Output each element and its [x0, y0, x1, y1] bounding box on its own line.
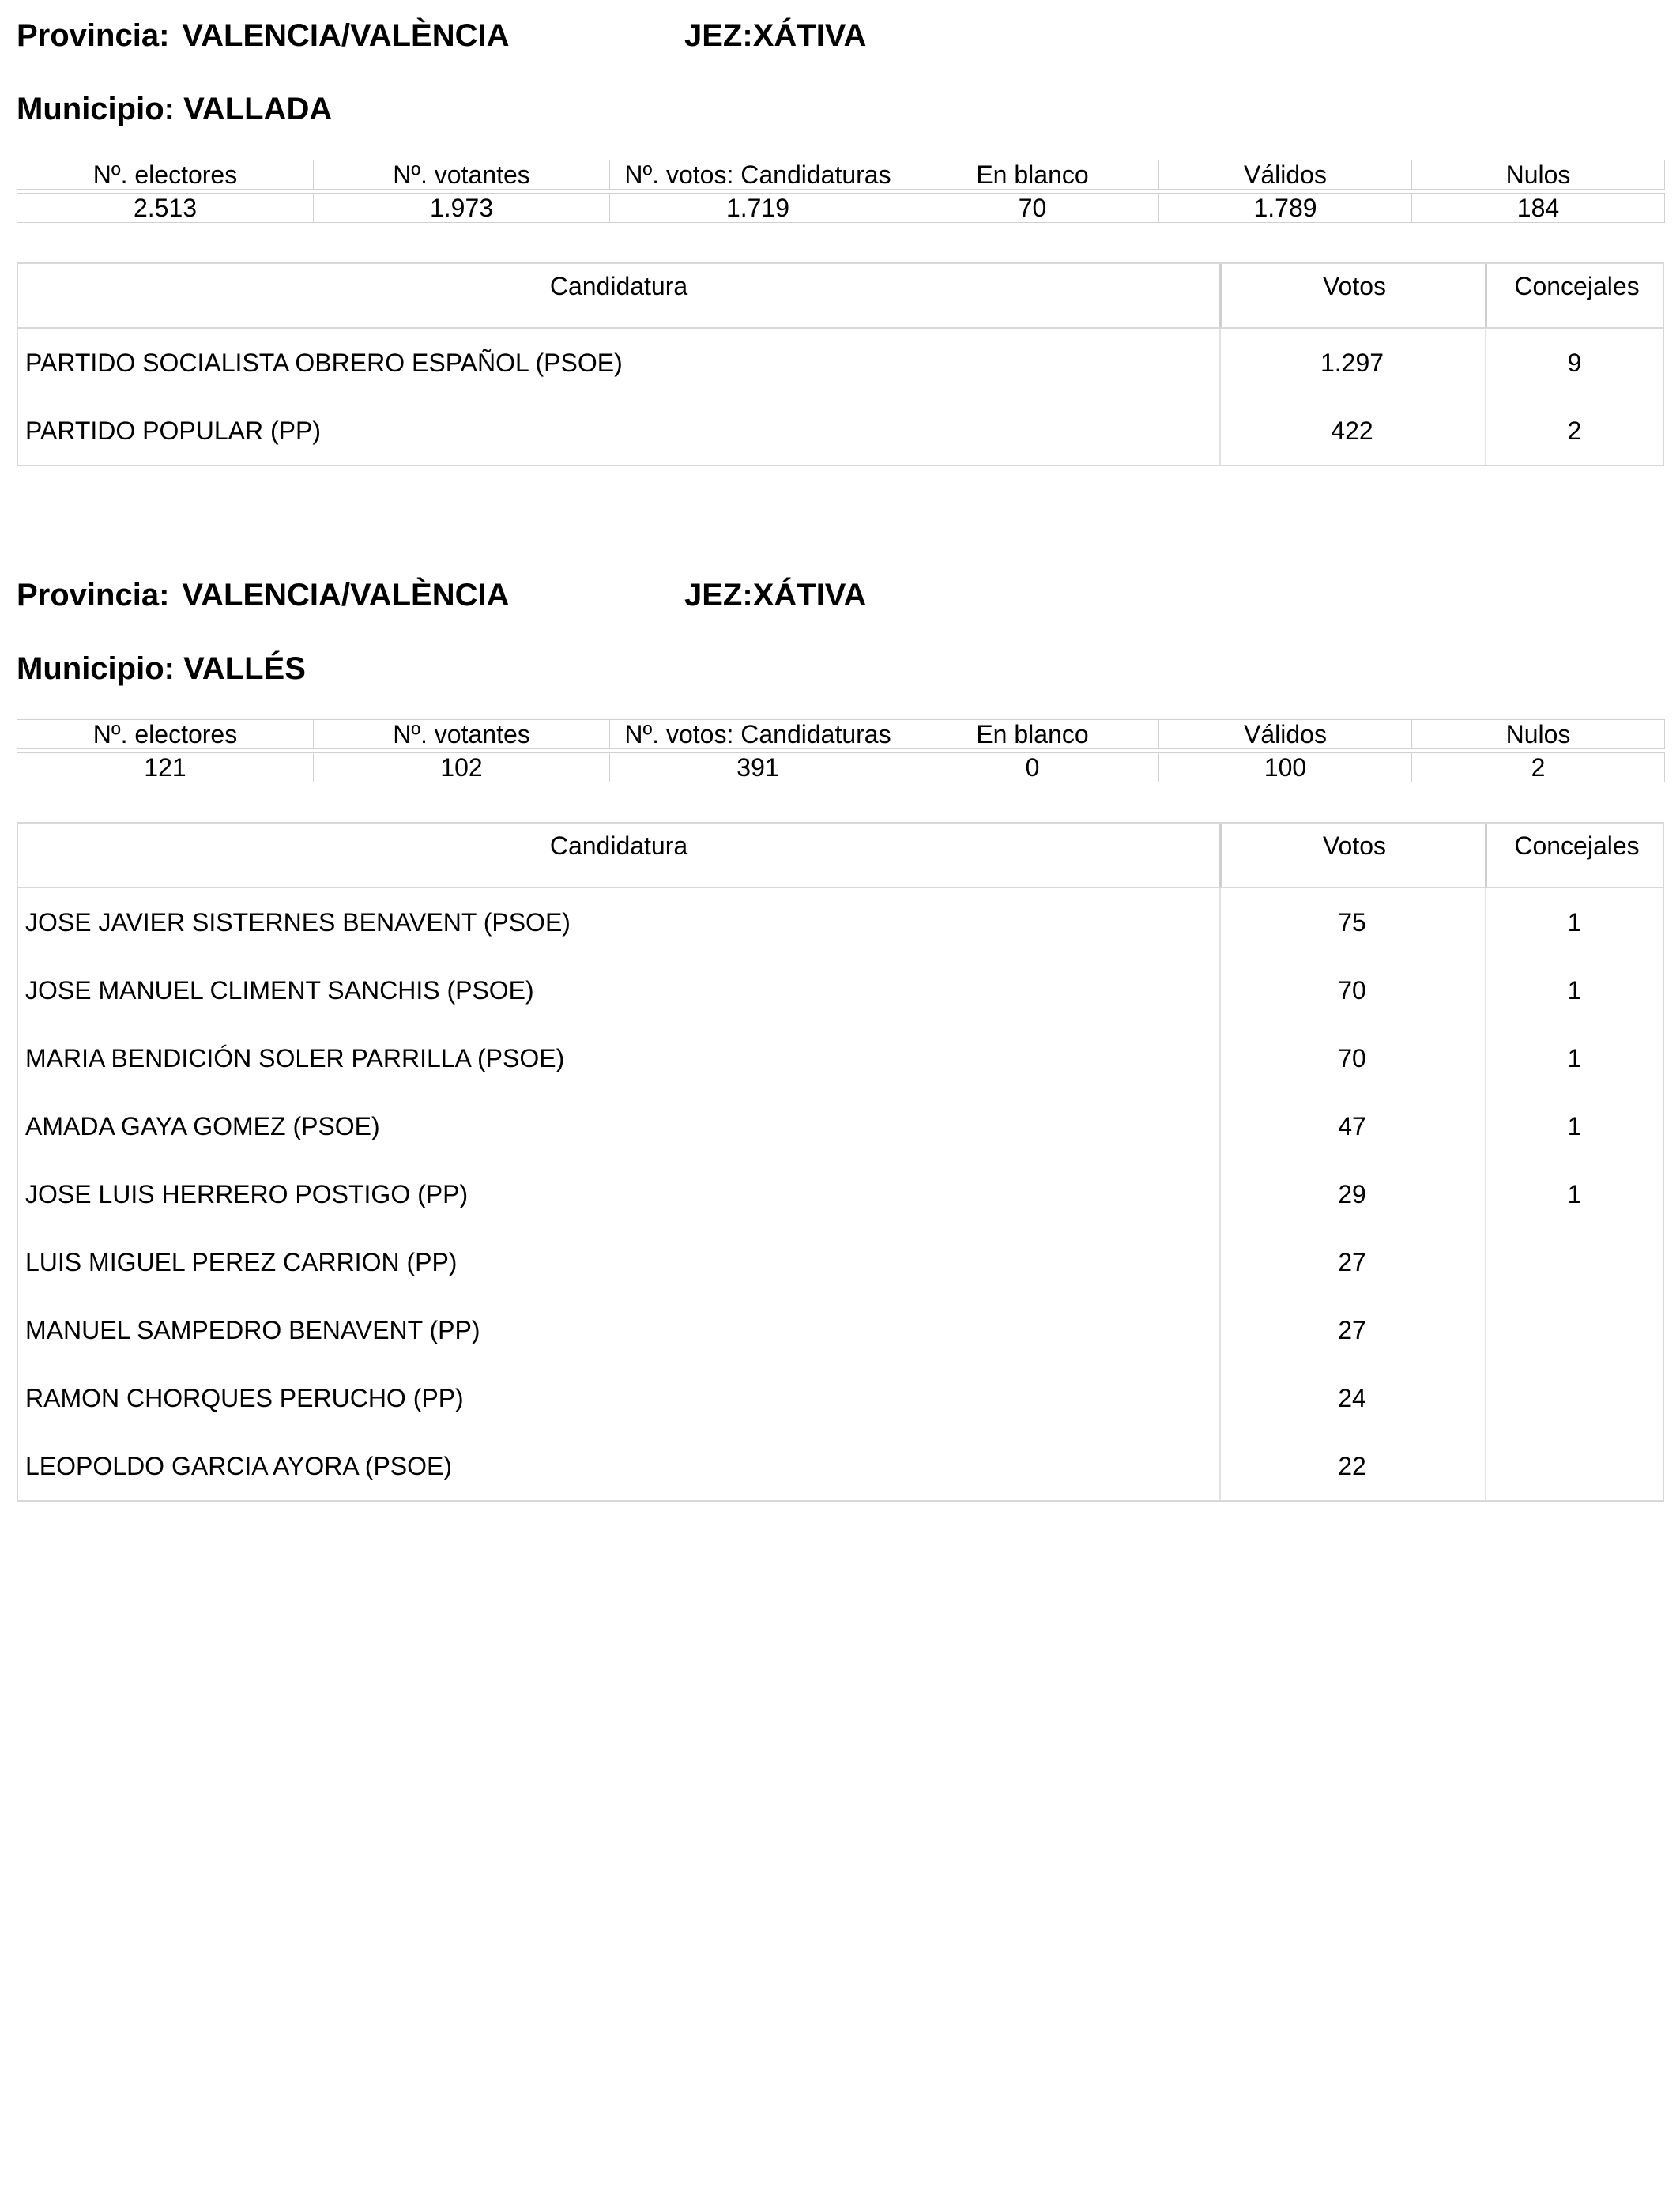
candidate-seats [1485, 1432, 1664, 1500]
value-votos-candidaturas: 391 [610, 753, 906, 782]
header-electores: Nº. electores [17, 160, 314, 190]
summary-value-row [17, 194, 1665, 223]
candidate-seats: 1 [1567, 908, 1582, 937]
provincia-value: VALENCIA/VALÈNCIA [182, 578, 510, 613]
header-en-blanco: En blanco [906, 720, 1159, 749]
candidate-name: RAMON CHORQUES PERUCHO (PP) [25, 1384, 464, 1412]
header-validos: Válidos [1159, 720, 1412, 749]
value-validos: 1.789 [1159, 194, 1412, 223]
candidate-votes: 422 [1331, 417, 1373, 445]
value-votantes: 102 [314, 753, 610, 782]
candidate-votes: 1.297 [1320, 349, 1384, 377]
summary-header-row [17, 160, 1665, 190]
municipio-heading [17, 650, 306, 688]
jez-label: JEZ: [684, 578, 753, 613]
jez-label: JEZ: [684, 18, 753, 53]
value-nulos: 2 [1412, 753, 1665, 782]
header-nulos: Nulos [1412, 160, 1665, 190]
value-electores: 121 [17, 753, 314, 782]
jez-value: XÁTIVA [752, 578, 867, 613]
provincia-label: Provincia: [17, 578, 170, 613]
candidate-row [18, 888, 1663, 956]
provincia-heading [17, 576, 510, 614]
candidate-votes: 27 [1338, 1316, 1366, 1344]
header-candidatura: Candidatura [549, 831, 688, 860]
candidate-row [18, 1228, 1663, 1296]
candidate-seats: 1 [1567, 1180, 1582, 1208]
municipio-heading [17, 90, 332, 128]
candidate-votes: 29 [1338, 1180, 1366, 1208]
header-votos-candidaturas: Nº. votos: Candidaturas [610, 160, 906, 190]
candidate-row [18, 956, 1663, 1024]
candidate-votes: 27 [1338, 1248, 1366, 1276]
candidate-seats: 1 [1567, 1044, 1582, 1072]
candidate-row [18, 1160, 1663, 1228]
municipio-value: VALLÉS [183, 651, 306, 686]
candidate-name: PARTIDO SOCIALISTA OBRERO ESPAÑOL (PSOE) [25, 349, 623, 377]
candidate-votes: 24 [1338, 1384, 1366, 1412]
header-votos: Votos [1219, 824, 1487, 887]
candidate-votes: 75 [1338, 908, 1366, 937]
candidate-name: MARIA BENDICIÓN SOLER PARRILLA (PSOE) [25, 1044, 565, 1072]
value-en-blanco: 70 [906, 194, 1159, 223]
value-electores: 2.513 [17, 194, 314, 223]
candidate-row [18, 1092, 1663, 1160]
header-nulos: Nulos [1412, 720, 1665, 749]
candidates-header [18, 824, 1663, 888]
candidate-seats [1485, 1228, 1664, 1296]
candidate-row [18, 397, 1663, 465]
provincia-value: VALENCIA/VALÈNCIA [182, 18, 510, 53]
candidate-seats: 2 [1567, 417, 1582, 445]
summary-table [17, 719, 1665, 782]
header-concejales: Concejales [1485, 264, 1667, 327]
value-validos: 100 [1159, 753, 1412, 782]
header-electores: Nº. electores [17, 720, 314, 749]
jez-value: XÁTIVA [752, 18, 867, 53]
header-votos-candidaturas: Nº. votos: Candidaturas [610, 720, 906, 749]
header-en-blanco: En blanco [906, 160, 1159, 190]
candidate-votes: 70 [1338, 1044, 1366, 1072]
value-votos-candidaturas: 1.719 [610, 194, 906, 223]
candidate-seats [1485, 1364, 1664, 1432]
municipio-label: Municipio: [17, 651, 175, 686]
candidate-name: AMADA GAYA GOMEZ (PSOE) [25, 1112, 380, 1140]
municipio-value: VALLADA [183, 92, 333, 126]
summary-value-row [17, 753, 1665, 782]
candidate-votes: 70 [1338, 976, 1366, 1005]
candidates-table [17, 822, 1664, 1502]
header-concejales: Concejales [1485, 824, 1667, 887]
candidate-seats: 1 [1567, 1112, 1582, 1140]
candidates-header [18, 264, 1663, 329]
candidate-name: PARTIDO POPULAR (PP) [25, 417, 321, 445]
value-nulos: 184 [1412, 194, 1665, 223]
value-votantes: 1.973 [314, 194, 610, 223]
candidate-seats [1485, 1296, 1664, 1364]
candidate-seats: 1 [1567, 976, 1582, 1005]
summary-header-row [17, 720, 1665, 749]
header-votantes: Nº. votantes [314, 160, 610, 190]
candidate-name: JOSE MANUEL CLIMENT SANCHIS (PSOE) [25, 976, 534, 1005]
candidate-row [18, 1296, 1663, 1364]
candidate-row [18, 1364, 1663, 1432]
candidate-name: LEOPOLDO GARCIA AYORA (PSOE) [25, 1452, 453, 1480]
candidate-row [18, 1024, 1663, 1092]
header-votos: Votos [1219, 264, 1487, 327]
candidate-seats: 9 [1567, 349, 1582, 377]
summary-table [17, 160, 1665, 223]
candidate-name: JOSE JAVIER SISTERNES BENAVENT (PSOE) [25, 908, 571, 937]
header-validos: Válidos [1159, 160, 1412, 190]
candidates-body [18, 329, 1663, 465]
candidate-votes: 22 [1338, 1452, 1366, 1480]
value-en-blanco: 0 [906, 753, 1159, 782]
candidate-votes: 47 [1338, 1112, 1366, 1140]
candidate-name: JOSE LUIS HERRERO POSTIGO (PP) [25, 1180, 469, 1208]
provincia-label: Provincia: [17, 18, 170, 53]
jez-heading [684, 17, 866, 55]
municipio-label: Municipio: [17, 92, 175, 126]
candidates-body [18, 888, 1663, 1500]
candidate-name: MANUEL SAMPEDRO BENAVENT (PP) [25, 1316, 480, 1344]
candidate-row [18, 1432, 1663, 1500]
header-candidatura: Candidatura [549, 272, 688, 300]
jez-heading [684, 576, 866, 614]
candidate-row [18, 329, 1663, 397]
provincia-heading [17, 17, 510, 55]
candidate-name: LUIS MIGUEL PEREZ CARRION (PP) [25, 1248, 458, 1276]
header-votantes: Nº. votantes [314, 720, 610, 749]
candidates-table [17, 262, 1664, 466]
